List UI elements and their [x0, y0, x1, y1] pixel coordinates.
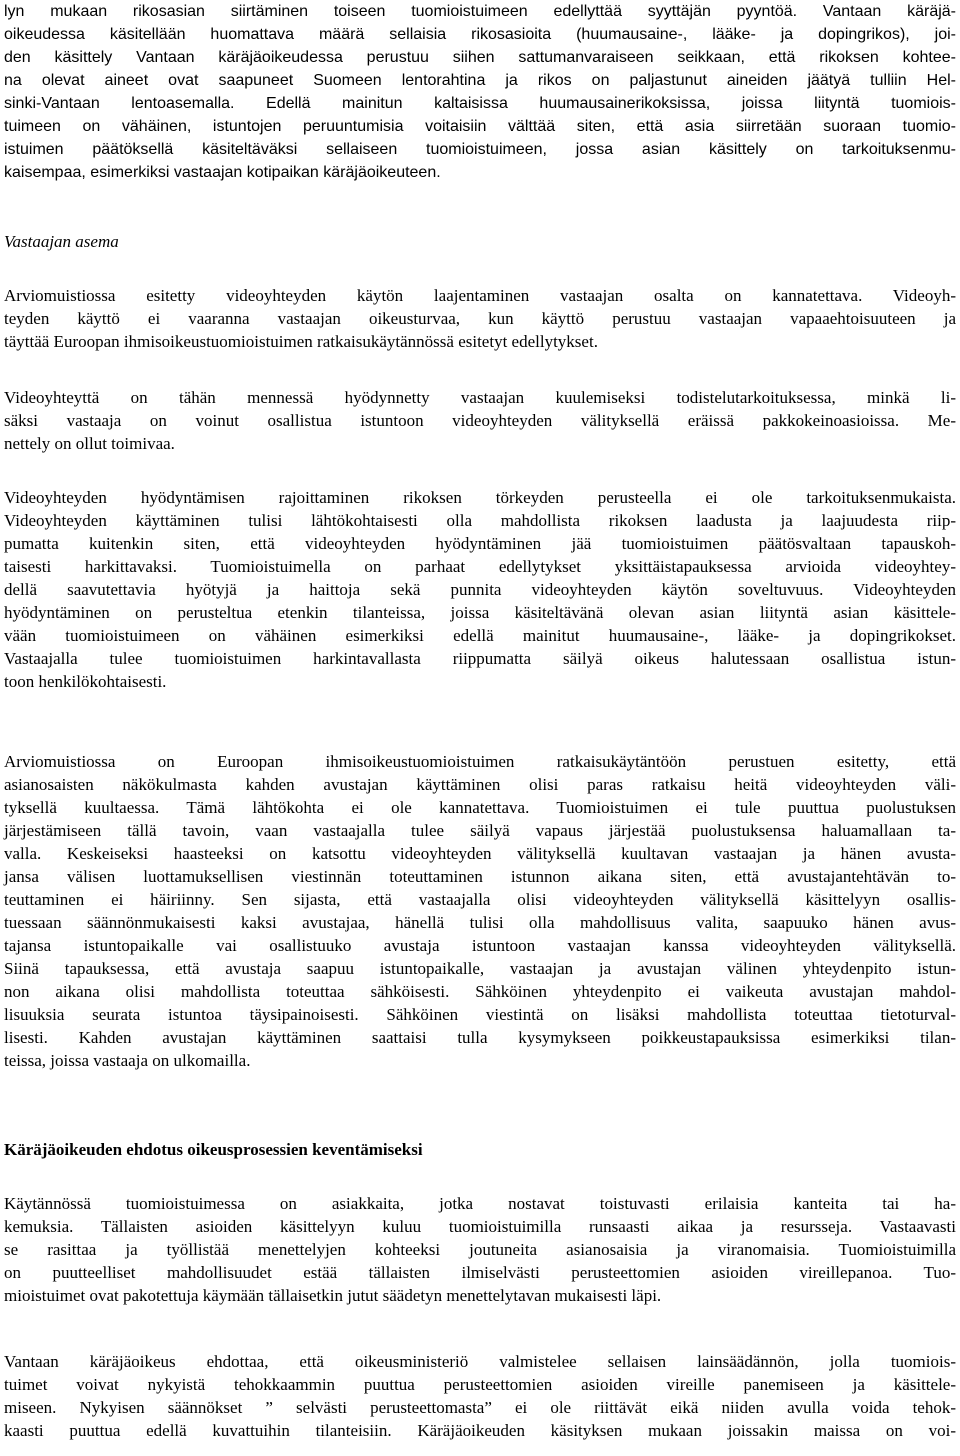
section-heading — [4, 1138, 956, 1161]
text-line: teuttaminen ei häiriinny. Sen sijasta, että vastaajalla olisi videoyhteyden välityksellä käsittelyyn osallis- — [4, 890, 956, 909]
text-line: nettely on ollut toimivaa. — [4, 434, 175, 453]
text-line: den käsittely Vantaan käräjäoikeudessa perustuu siihen sattumanvaraiseen seikkaan, että rikoksen kohtee- — [4, 49, 956, 66]
text-line: na olevat aineet ovat saapuneet Suomeen lentorahtina ja rikos on paljastunut aineiden jäätyä tulliin Hel- — [4, 72, 956, 89]
text-line: sinki-Vantaan lentoasemalla. Edellä mainitun kaltaisissa huumausainerikoksissa, joissa liityntä tuomiois- — [4, 95, 956, 112]
text-line: toon henkilökohtaisesti. — [4, 672, 167, 691]
text-line: tajansa istuntopaikalle vai osallistuuko avustaja istuntoon vastaajan kanssa videoyhteyden välityksellä. — [4, 936, 956, 955]
text-line: kemuksia. Tällaisten asioiden käsittelyyn kuluu tuomioistuimilla runsaasti aikaa ja resursseja. Vastaavasti — [4, 1217, 956, 1236]
paragraph — [4, 0, 956, 184]
text-line: tuimeen on vähäinen, istuntojen peruuntumisia voitaisiin välttää siten, että asia siirretään suoraan tuomio- — [4, 118, 956, 135]
text-line: Videoyhteyden hyödyntämisen rajoittaminen rikoksen törkeyden perusteella ei ole tarkoituksenmukaista. — [4, 488, 956, 507]
paragraph — [4, 284, 956, 353]
text-line: lisesti. Kahden avustajan käyttäminen saattaisi tulla kysymykseen poikkeustapauksissa esimerkiksi tilan- — [4, 1028, 956, 1047]
text-line: Siinä tapauksessa, että avustaja saapuu istuntopaikalle, vastaajan ja avustajan välinen yhteydenpito istun- — [4, 959, 956, 978]
text-line: valla. Keskeiseksi haasteeksi on katsottu videoyhteyden välityksellä kuultavan vastaajan ja hänen avusta- — [4, 844, 956, 863]
text-line: Vastaajan asema — [4, 232, 119, 251]
text-line: Käräjäoikeuden ehdotus oikeusprosessien keventämiseksi — [4, 1140, 423, 1159]
text-line: jansa välisen luottamuksellisen viestinnän toteuttaminen istunnon aikana siten, että avustajantehtävän to- — [4, 867, 956, 886]
text-line: non aikana olisi mahdollista toteuttaa sähköisesti. Sähköinen yhteydenpito ei vaikeuta avustajan mahdol- — [4, 982, 956, 1001]
text-line: istuimen päätöksellä käsiteltäväksi sellaiseen tuomioistuimeen, jossa asian käsittely on tarkoituksenmu- — [4, 141, 956, 158]
text-line: teissa, joissa vastaaja on ulkomailla. — [4, 1051, 251, 1070]
text-line: kaasti puuttua edellä kuvattuihin tilanteisiin. Käräjäoikeuden käsityksen mukaan joissakin maissa on voi- — [4, 1421, 956, 1440]
paragraph — [4, 1192, 956, 1307]
text-line: täyttää Euroopan ihmisoikeustuomioistuimen ratkaisukäytännössä esitetyt edellytykset. — [4, 332, 598, 351]
text-line: Vastaajalla tulee tuomioistuimen harkintavallasta riippumatta säilyä oikeus halutessaan osallistua istun- — [4, 649, 956, 668]
text-line: säksi vastaaja on voinut osallistua istuntoon videoyhteyden välityksellä eräissä pakkokeinoasioissa. Me- — [4, 411, 956, 430]
text-line: miseen. Nykyisen säännökset ” selvästi perusteettomasta” ei ole riittävät eikä niiden avulla voida tehok- — [4, 1398, 956, 1417]
text-line: dellä saavutettavia hyötyjä ja haittoja sekä punnita videoyhteyden käytön soveltuvuus. Videoyhteyden — [4, 580, 956, 599]
text-line: hyödyntäminen on perusteltua etenkin tilanteissa, joissa käsiteltävänä olevan asian liityntä asian käsittele- — [4, 603, 956, 622]
paragraph — [4, 486, 956, 693]
text-line: Arviomuistiossa esitetty videoyhteyden käytön laajentaminen vastaajan osalta on kannatettava. Videoyh- — [4, 286, 956, 305]
text-line: Vantaan käräjäoikeus ehdottaa, että oikeusministeriö valmistelee sellaisen lainsäädännön, jolla tuomiois- — [4, 1352, 956, 1371]
text-line: se rasittaa ja työllistää menettelyjen kohteeksi joutuneita asianosaisia ja viranomaisia. Tuomioistuimilla — [4, 1240, 956, 1259]
text-line: pumatta kuitenkin siten, että videoyhteyden hyödyntäminen jää tuomioistuimen päätösvaltaan tapauskoh- — [4, 534, 956, 553]
text-line: Videoyhteyttä on tähän mennessä hyödynnetty vastaajan kuulemiseksi todistelutarkoituksessa, minkä li- — [4, 388, 956, 407]
text-line: tuessaan säännönmukaisesti kaksi avustajaa, hänellä tulisi olla mahdollisuus valita, saapuuko hänen avus- — [4, 913, 956, 932]
paragraph — [4, 386, 956, 455]
text-line: asianosaisten näkökulmasta kahden avustajan käyttäminen olisi paras ratkaisu heitä videoyhteyden väli- — [4, 775, 956, 794]
text-line: lyn mukaan rikosasian siirtäminen toiseen tuomioistuimeen edellyttää syyttäjän pyyntöä. Vantaan käräjä- — [4, 3, 956, 20]
text-line: taisesti harkittavaksi. Tuomioistuimella on parhaat edellytykset yksittäistapauksessa arvioida videoyhtey- — [4, 557, 956, 576]
text-line: oikeudessa käsitellään huomattava määrä sellaisia rikosasioita (huumausaine-, lääke- ja dopingrikos), joi- — [4, 26, 956, 43]
text-line: kaisempaa, esimerkiksi vastaajan kotipaikan käräjäoikeuteen. — [4, 164, 441, 181]
text-line: tuimet voivat nykyistä tehokkaammin puuttua perusteettomien asioiden vireille panemiseen ja käsittele- — [4, 1375, 956, 1394]
text-line: mioistuimet ovat pakotettuja käymään tällaisetkin jutut säädetyn menettelytavan mukaisesti läpi. — [4, 1286, 662, 1305]
text-line: Käytännössä tuomioistuimessa on asiakkaita, jotka nostavat toistuvasti erilaisia kanteita tai ha- — [4, 1194, 956, 1213]
text-line: on puutteelliset mahdollisuudet estää tällaisten ilmiselvästi perusteettomien asioiden vireillepanoa. Tuo- — [4, 1263, 956, 1282]
text-line: Videoyhteyden käyttäminen tulisi lähtökohtaisesti olla mahdollista rikoksen laadusta ja laajuudesta riip- — [4, 511, 956, 530]
text-line: teyden käyttö ei vaaranna vastaajan oikeusturvaa, kun käyttö perustuu vastaajan vapaaehtoisuuteen ja — [4, 309, 956, 328]
text-line: Arviomuistiossa on Euroopan ihmisoikeustuomioistuimen ratkaisukäytäntöön perustuen esitetty, että — [4, 752, 956, 771]
section-heading — [4, 230, 956, 253]
paragraph — [4, 750, 956, 1072]
paragraph — [4, 1350, 956, 1442]
text-line: tyksellä kuultaessa. Tämä lähtökohta ei ole kannatettava. Tuomioistuimen ei tule puuttua puolustuksen — [4, 798, 956, 817]
text-line: vään tuomioistuimeen on vähäinen esimerkiksi edellä mainitut huumausaine-, lääke- ja dopingrikokset. — [4, 626, 956, 645]
text-line: lisuuksia seurata istuntoa täysipainoisesti. Sähköinen viestintä on lisäksi mahdollista toteuttaa tietoturval- — [4, 1005, 956, 1024]
text-line: järjestämiseen tällä tavoin, vaan vastaajalla tulee säilyä vapaus järjestää puolustuksensa haluamallaan ta- — [4, 821, 956, 840]
